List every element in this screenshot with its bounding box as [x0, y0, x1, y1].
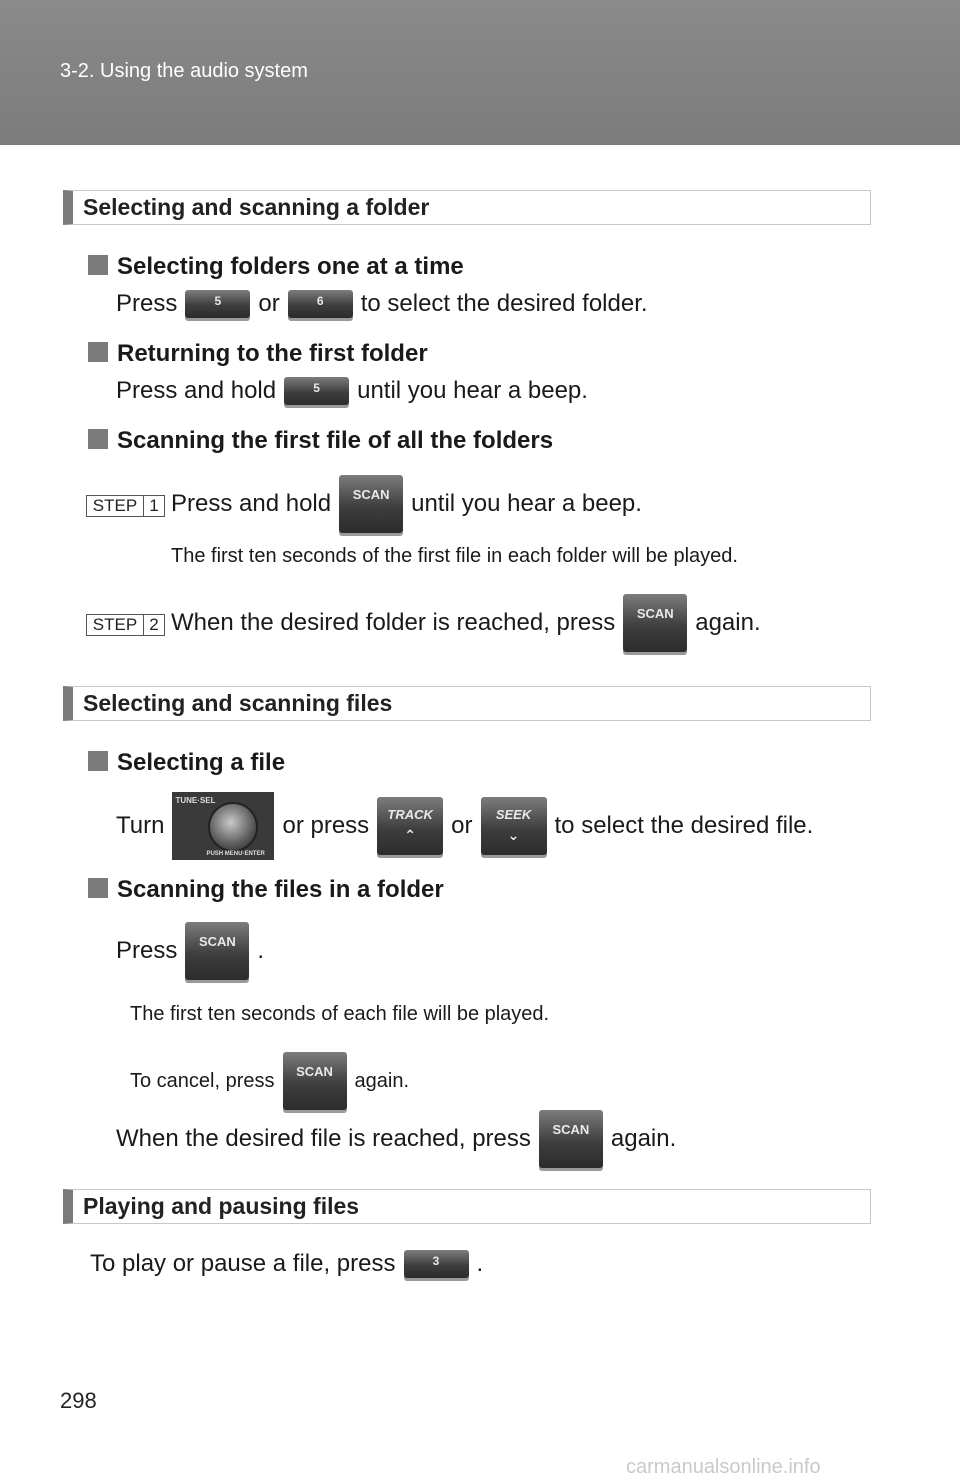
scan-button[interactable]: SCAN — [339, 475, 403, 533]
subheading-return-first: Returning to the first folder — [88, 340, 428, 368]
chevron-down-icon: ⌄ — [507, 827, 520, 843]
subheading-select-file: Selecting a file — [88, 749, 285, 777]
instruction-select-file: Turn TUNE·SEL PUSH MENU·ENTER or press TRACK ⌃ or SEEK ⌄ to select the desired file. — [116, 792, 813, 860]
square-bullet-icon — [88, 429, 108, 449]
square-bullet-icon — [88, 342, 108, 362]
dial-icon — [208, 802, 258, 852]
seek-down-button[interactable]: SEEK ⌄ — [481, 797, 547, 855]
preset-5-button[interactable]: 5 — [185, 290, 250, 318]
scan-button[interactable]: SCAN — [539, 1110, 603, 1168]
scan-button[interactable]: SCAN — [283, 1052, 347, 1110]
scan-button[interactable]: SCAN — [623, 594, 687, 652]
instruction-scan-files: Press SCAN . — [116, 922, 264, 980]
section-title-text: Selecting and scanning files — [83, 690, 393, 716]
instruction-play-pause: To play or pause a file, press 3 . — [90, 1250, 484, 1277]
section-title-text: Playing and pausing files — [83, 1193, 360, 1219]
scan-button[interactable]: SCAN — [185, 922, 249, 980]
step-2-instruction: When the desired folder is reached, press SCAN again. — [171, 594, 761, 652]
square-bullet-icon — [88, 878, 108, 898]
chevron-up-icon: ⌃ — [404, 827, 417, 843]
page-header — [0, 0, 960, 145]
header-title: 3-2. Using the audio system — [60, 60, 308, 82]
preset-3-button[interactable]: 3 — [404, 1250, 469, 1278]
section-title-files — [63, 686, 871, 721]
step-badge-2: STEP 2 — [86, 614, 165, 636]
subheading-scan-first-file: Scanning the first file of all the folders — [88, 427, 553, 455]
section-title-folder — [63, 190, 871, 225]
scan-files-note: The first ten seconds of each file will be played. — [130, 1003, 550, 1025]
step-badge-1: STEP 1 — [86, 495, 165, 517]
step-1-note: The first ten seconds of the first file in each folder will be played. — [171, 545, 738, 567]
subheading-select-folders: Selecting folders one at a time — [88, 253, 464, 281]
watermark: carmanualsonline.info — [626, 1456, 821, 1478]
instruction-select-folders: Press 5 or 6 to select the desired folder. — [116, 290, 648, 317]
preset-6-button[interactable]: 6 — [288, 290, 353, 318]
cancel-scan-note: To cancel, press SCAN again. — [130, 1052, 409, 1110]
step-1-instruction: Press and hold SCAN until you hear a beep. — [171, 475, 642, 533]
square-bullet-icon — [88, 255, 108, 275]
instruction-file-reached: When the desired file is reached, press SCAN again. — [116, 1110, 676, 1168]
subheading-scan-files: Scanning the files in a folder — [88, 876, 444, 904]
square-bullet-icon — [88, 751, 108, 771]
page-number: 298 — [60, 1388, 97, 1413]
preset-5-button[interactable]: 5 — [284, 377, 349, 405]
tune-sel-knob[interactable] — [172, 792, 274, 860]
section-title-text: Selecting and scanning a folder — [83, 194, 430, 220]
track-up-button[interactable]: TRACK ⌃ — [377, 797, 443, 855]
instruction-return-first: Press and hold 5 until you hear a beep. — [116, 377, 588, 404]
knob-bottom-label: PUSH MENU·ENTER — [206, 851, 265, 857]
section-title-play — [63, 1189, 871, 1224]
knob-top-label: TUNE·SEL — [175, 796, 216, 805]
